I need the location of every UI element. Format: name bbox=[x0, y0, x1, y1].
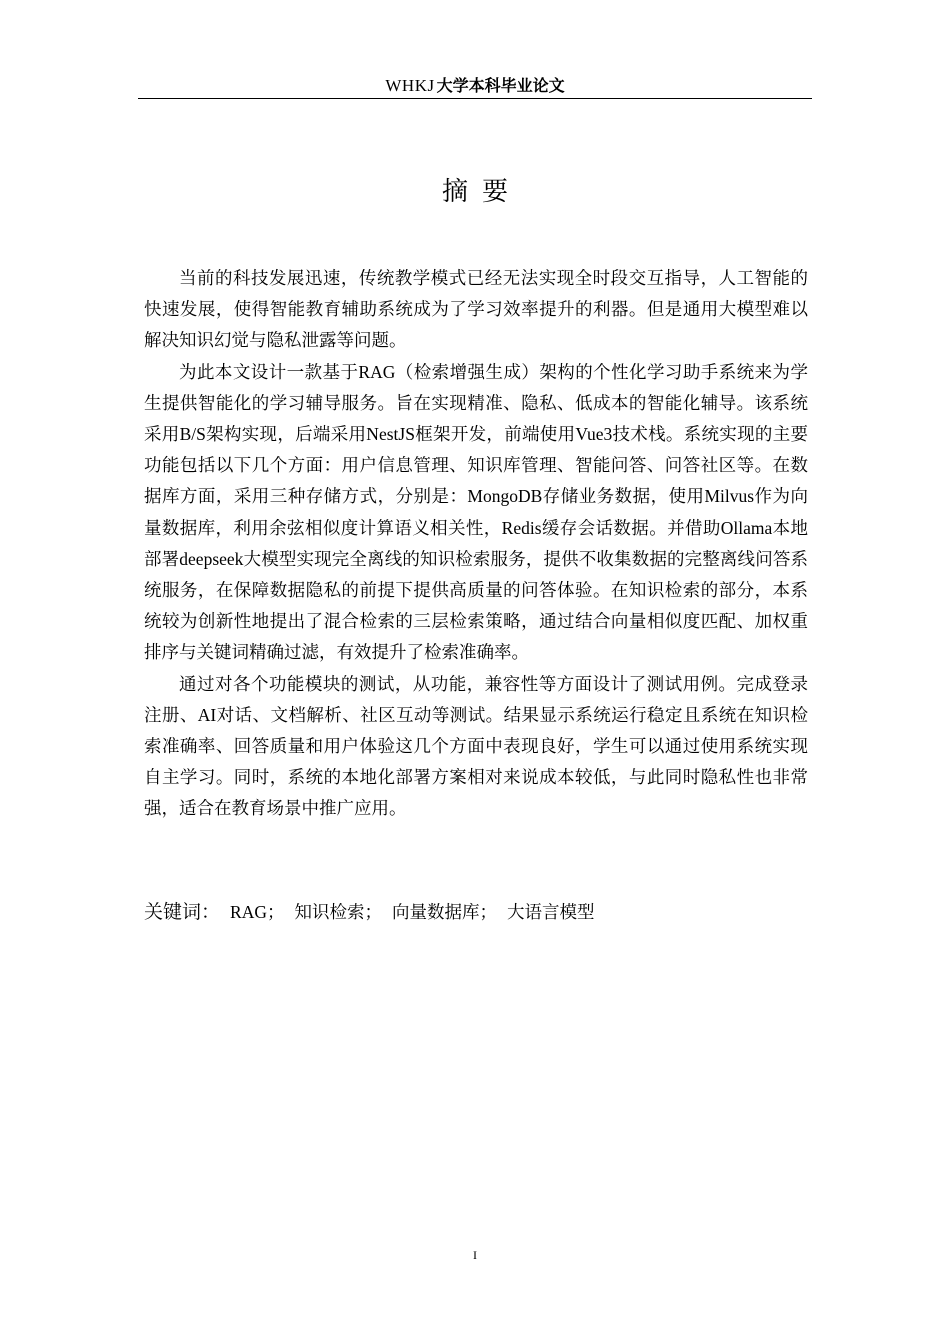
abstract-title: 摘要 bbox=[441, 177, 522, 207]
page-number: I bbox=[473, 1248, 477, 1262]
keyword-item: 大语言模型 bbox=[506, 902, 595, 922]
header-thesis-type: 大学本科毕业论文 bbox=[436, 76, 565, 95]
abstract-paragraph-1: 当前的科技发展迅速，传统教学模式已经无法实现全时段交互指导，人工智能的快速发展，使得智能教育辅助系统成为了学习效率提升的利器。但是通用大模型难以解决知识幻觉与隐私泄露等问题。 bbox=[144, 268, 808, 351]
keyword-item: 向量数据库； bbox=[391, 902, 497, 922]
keywords-line bbox=[144, 897, 808, 928]
header-university-code: WHKJ bbox=[385, 76, 435, 95]
abstract-body bbox=[144, 263, 808, 825]
abstract-paragraph-3: 通过对各个功能模块的测试，从功能，兼容性等方面设计了测试用例。完成登录注册、AI对话、文档解析、社区互动等测试。结果显示系统运行稳定且系统在知识检索准确率、回答质量和用户体验这几个方面中表现良好，学生可以通过使用系统实现自主学习。同时，系统的本地化部署方案相对来说成本较低，与此同时隐私性也非常强，适合在教育场景中推广应用。 bbox=[144, 673, 808, 819]
header-rule bbox=[138, 98, 812, 99]
keyword-item: RAG； bbox=[230, 902, 285, 922]
keyword-item: 知识检索； bbox=[294, 902, 382, 922]
abstract-paragraph-2: 为此本文设计一款基于RAG（检索增强生成）架构的个性化学习助手系统来为学生提供智能化的学习辅导服务。旨在实现精准、隐私、低成本的智能化辅导。该系统采用B/S架构实现，后端采用NestJS框架开发，前端使用Vue3技术栈。系统实现的主要功能包括以下几个方面：用户信息管理、知识库管理、智能问答、问答社区等。在数据库方面，采用三种存储方式，分别是：MongoDB存储业务数据，使用Milvus作为向量数据库，利用余弦相似度计算语义相关性，Redis缓存会话数据。并借助Ollama本地部署deepseek大模型实现完全离线的知识检索服务，提供不收集数据的完整离线问答系统服务，在保障数据隐私的前提下提供高质量的问答体验。在知识检索的部分，本系统较为创新性地提出了混合检索的三层检索策略，通过结合向量相似度匹配、加权重排序与关键词精确过滤，有效提升了检索准确率。 bbox=[144, 361, 808, 663]
keywords-label: 关键词： bbox=[144, 901, 221, 923]
running-header bbox=[138, 73, 812, 99]
